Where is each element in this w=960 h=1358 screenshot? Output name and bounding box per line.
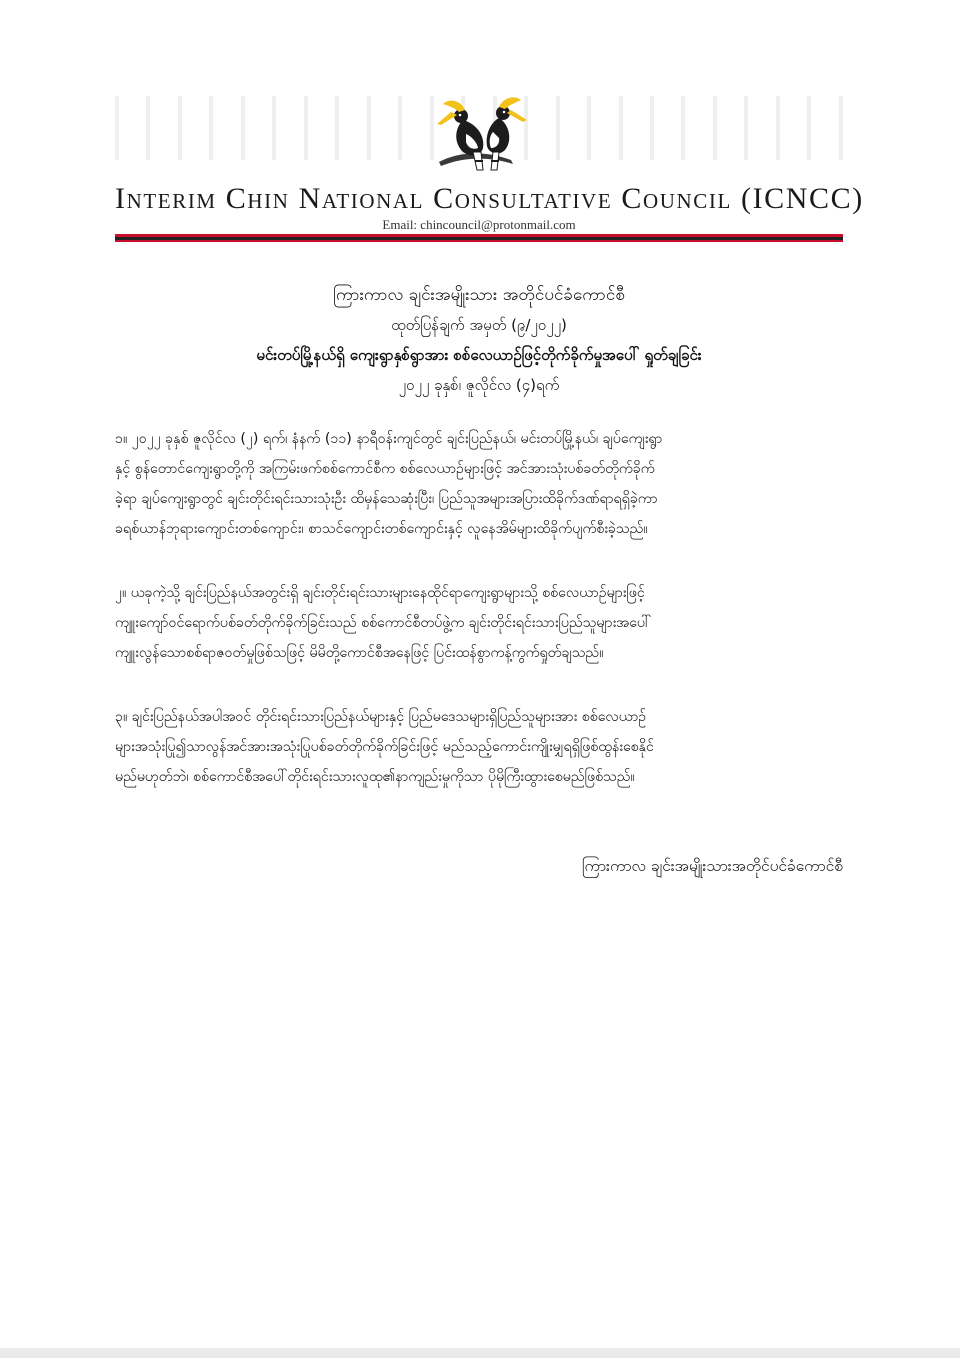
paragraph-line: များအသုံးပြု၍သာလွန်အင်အားအသုံးပြုပစ်ခတ်တိုက်ခိုက်ခြင်းဖြင့် မည်သည့်ကောင်းကျိုးမျှရရှိဖြစ်ထွန်းစေနိုင် (115, 739, 654, 755)
watermark-bar (681, 96, 685, 160)
watermark-bar (335, 96, 339, 160)
organization-name: Interim Chin National Consultative Council (ICNCC) (115, 182, 864, 215)
organization-email: Email: chincouncil@protonmail.com (382, 217, 576, 232)
watermark-bar (587, 96, 591, 160)
watermark-bar (146, 96, 150, 160)
watermark-bar (713, 96, 717, 160)
paragraph-2 (115, 578, 843, 668)
paragraph-line: ၂။ ယခုကဲ့သို့ ချင်းပြည်နယ်အတွင်းရှိ ချင်းတိုင်းရင်းသားများနေထိုင်ရာကျေးရွာများသို့ စစ်လေယာဉ်များဖြင့် (115, 585, 645, 601)
watermark-bar (807, 96, 811, 160)
watermark-bar (367, 96, 371, 160)
watermark-bar (776, 96, 780, 160)
statement-heading (115, 280, 843, 400)
page-bottom-edge (0, 1348, 960, 1358)
statement-date: ၂၀၂၂ ခုနှစ်၊ ဇူလိုင်လ (၄)ရက် (398, 376, 560, 394)
statement-title: မင်းတပ်မြို့နယ်ရှိ ကျေးရွာနှစ်ရွာအား စစ်လေယာဉ်ဖြင့်တိုက်ခိုက်မှုအပေါ် ရှုတ်ချခြင်း (256, 346, 702, 364)
letterhead (115, 86, 864, 246)
signature-organization: ကြားကာလ ချင်းအမျိုးသားအတိုင်ပင်ခံကောင်စီ (581, 857, 843, 875)
statement-body (115, 424, 843, 826)
paragraph-3 (115, 702, 843, 792)
paragraph-line: ၁။ ၂၀၂၂ ခုနှစ် ဇူလိုင်လ (၂) ရက်၊ နံနက် (၁၁) နာရီဝန်းကျင်တွင် ချင်းပြည်နယ်၊ မင်းတပ်မြို့နယ်၊ ချပ်ကျေးရွာ (115, 431, 663, 447)
hornbill-logo-icon (433, 90, 533, 180)
paragraph-line: ၃။ ချင်းပြည်နယ်အပါအဝင် တိုင်းရင်းသားပြည်နယ်များနှင့် ပြည်မဒေသများရှိပြည်သူများအား စစ်လေယာဉ် (115, 709, 647, 725)
paragraph-1 (115, 424, 843, 544)
watermark-bar (272, 96, 276, 160)
paragraph-line: ခရစ်ယာန်ဘုရားကျောင်းတစ်ကျောင်း၊ စာသင်ကျောင်းတစ်ကျောင်းနှင့် လူနေအိမ်များထိခိုက်ပျက်စီးခဲ့သည်။ (115, 521, 648, 537)
watermark-bar (178, 96, 182, 160)
header-rule-red-lower (115, 240, 843, 242)
statement-number: ထုတ်ပြန်ချက် အမှတ် (၉/၂၀၂၂) (391, 316, 567, 334)
watermark-bar (115, 96, 119, 160)
watermark-bar (839, 96, 843, 160)
paragraph-line: ကျူးကျော်ဝင်ရောက်ပစ်ခတ်တိုက်ခိုက်ခြင်းသည် စစ်ကောင်စီတပ်ဖွဲ့က ချင်းတိုင်းရင်းသားပြည်သူများအပေါ် (115, 615, 652, 631)
paragraph-line: နှင့် စွန်တောင်ကျေးရွာတို့ကို အကြမ်းဖက်စစ်ကောင်စီက စစ်လေယာဉ်များဖြင့် အင်အားသုံးပစ်ခတ်တိုက်ခိုက် (115, 461, 655, 477)
watermark-bar (304, 96, 308, 160)
heading-organization: ကြားကာလ ချင်းအမျိုးသား အတိုင်ပင်ခံကောင်စီ (333, 285, 625, 305)
watermark-bar (241, 96, 245, 160)
paragraph-line: ခဲ့ရာ ချပ်ကျေးရွာတွင် ချင်းတိုင်းရင်းသားသုံးဦး ထိမှန်သေဆုံးပြီး၊ ပြည်သူအများအပြားထိခိုက်ဒဏ်ရာရရှိခဲ့ကာ (115, 491, 658, 507)
watermark-bar (619, 96, 623, 160)
watermark-bar (744, 96, 748, 160)
paragraph-line: ကျူးလွန်သောစစ်ရာဇဝတ်မှုဖြစ်သဖြင့် မိမိတို့ကောင်စီအနေဖြင့် ပြင်းထန်စွာကန့်ကွက်ရှုတ်ချသည်။ (115, 645, 604, 661)
watermark-bar (398, 96, 402, 160)
watermark-bar (209, 96, 213, 160)
watermark-bar (556, 96, 560, 160)
paragraph-line: မည်မဟုတ်ဘဲ၊ စစ်ကောင်စီအပေါ်တိုင်းရင်းသားလူထု၏နာကျည်းမှုကိုသာ ပိုမိုကြီးထွားစေမည်ဖြစ်သည်။ (115, 769, 635, 785)
watermark-bar (650, 96, 654, 160)
